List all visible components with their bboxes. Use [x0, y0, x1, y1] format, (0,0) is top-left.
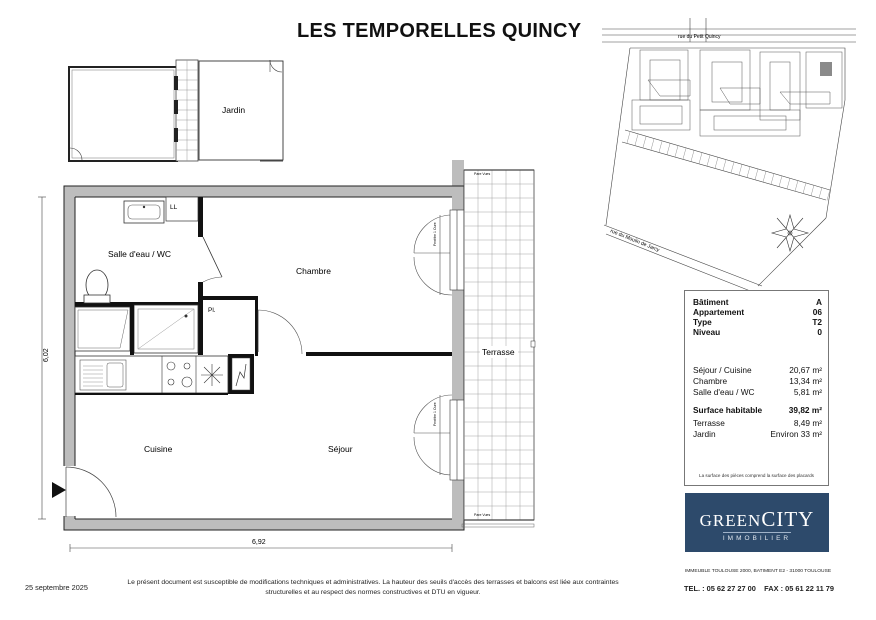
- company-contact: [684, 584, 834, 593]
- room-label-bathroom: Salle d'eau / WC: [108, 249, 172, 259]
- dimension-width: 6,92: [252, 539, 266, 546]
- dimension-height: 6,02: [43, 348, 50, 362]
- logo-wordmark: GREENCITY: [699, 507, 815, 531]
- logo-tagline: IMMOBILIER: [722, 535, 792, 542]
- garden-label: Jardin: [222, 105, 246, 115]
- door-1-note: Fenêtre 1 Oure: [433, 222, 437, 246]
- room-label-bedroom: Chambre: [296, 266, 331, 276]
- info-row-apartment: Appartement 06: [693, 307, 822, 317]
- info-row-type: Type T2: [693, 317, 822, 327]
- info-row-garden: Jardin Environ 33 m²: [693, 429, 822, 439]
- info-row-surface: Surface habitable 39,82 m²: [693, 405, 822, 415]
- door-2-note: Fenêtre 1 Oure: [433, 402, 437, 426]
- info-row-terrace: Terrasse 8,49 m²: [693, 418, 822, 428]
- info-note: La surface des pièces comprend la surface des placards: [699, 473, 814, 478]
- page-title: LES TEMPORELLES QUINCY: [297, 20, 582, 42]
- logo-divider: [723, 532, 791, 533]
- site-plan: [0, 0, 876, 300]
- fax-number: FAX : 05 61 22 11 79: [764, 584, 834, 593]
- document-date: 25 septembre 2025: [25, 583, 88, 592]
- info-row-living-kitchen: Séjour / Cuisine 20,67 m²: [693, 365, 822, 375]
- disclaimer-text: Le présent document est susceptible de modifications techniques et administratives. La hauteur des seuils d'accès des terrasses et balcons est liée aux contraintes structurelles et au respect des normes constructives et DTU en vigueur.: [127, 579, 619, 596]
- street-top-label: rue du Petit Quincy: [678, 34, 721, 40]
- company-address: IMMEUBLE TOULOUSE 2000, BATIMENT E2 - 31000 TOULOUSE: [684, 569, 832, 574]
- room-label-terrace: Terrasse: [482, 347, 515, 357]
- info-row-level: Niveau 0: [693, 327, 822, 337]
- railing-top-note: Pare Vues: [474, 172, 491, 176]
- room-label-kitchen: Cuisine: [144, 444, 173, 454]
- phone-number: TEL. : 05 62 27 27 00: [684, 584, 756, 593]
- greencity-logo: [685, 493, 829, 552]
- laundry-label: LL: [170, 204, 178, 211]
- railing-bottom-note: Pare Vues: [474, 513, 491, 517]
- street-bottom-label: rue du Moulin de Jarcy: [609, 228, 661, 254]
- info-row-bedroom: Chambre 13,34 m²: [693, 376, 822, 386]
- info-row-bathroom: Salle d'eau / WC 5,81 m²: [693, 387, 822, 397]
- room-label-living: Séjour: [328, 444, 353, 454]
- info-row-building: Bâtiment A: [693, 297, 822, 307]
- apartment-info-box: [684, 290, 829, 486]
- closet-label: Pl.: [208, 307, 216, 314]
